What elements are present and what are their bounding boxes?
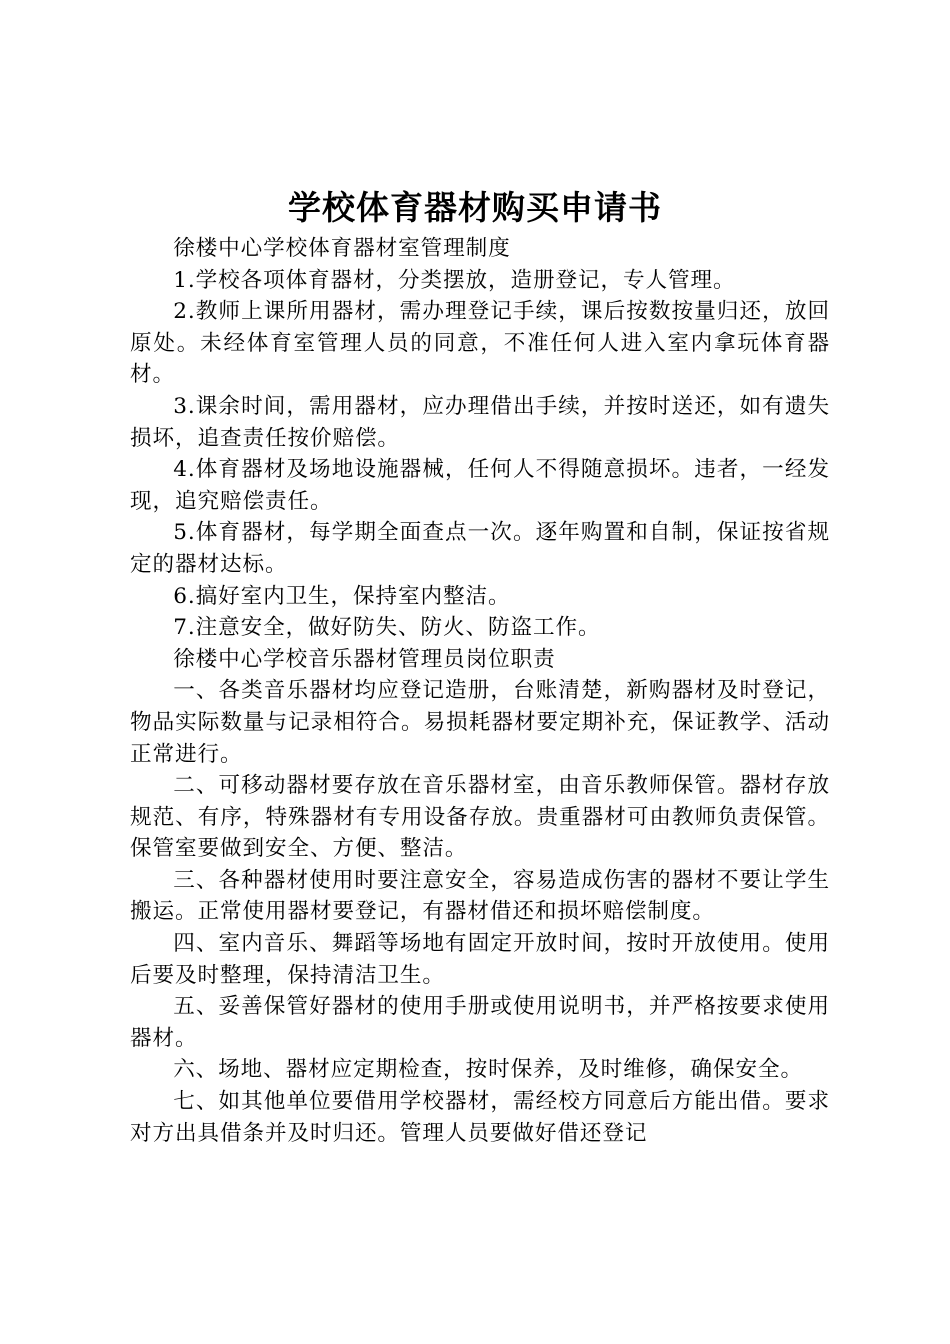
paragraph-rule-7: 7.注意安全，做好防失、防火、防盗工作。 [173,615,601,641]
paragraph-rule-2: 2.教师上课所用器材，需办理登记手续，课后按数按量归还，放回原处。未经体育室管理人员的同意，不准任何人进入室内拿玩体育器材。 [130,299,830,388]
paragraph-duty-1: 一、各类音乐器材均应登记造册，台账清楚，新购器材及时登记，物品实际数量与记录相符合。易损耗器材要定期补充，保证教学、活动正常进行。 [130,678,830,767]
paragraph-duty-7: 七、如其他单位要借用学校器材，需经校方同意后方能出借。要求对方出具借条并及时归还。管理人员要做好借还登记 [130,1089,830,1146]
paragraph-duty-3: 三、各种器材使用时要注意安全，容易造成伤害的器材不要让学生搬运。正常使用器材要登记，有器材借还和损坏赔偿制度。 [130,867,830,925]
paragraph-rule-5: 5.体育器材，每学期全面查点一次。逐年购置和自制，保证按省规定的器材达标。 [130,520,830,577]
paragraph-equipment-room-heading: 徐楼中心学校体育器材室管理制度 [173,236,511,261]
paragraph-duty-2: 二、可移动器材要存放在音乐器材室，由音乐教师保管。器材存放规范、有序，特殊器材有专用设备存放。贵重器材可由教师负责保管。保管室要做到安全、方便、整洁。 [130,773,830,862]
paragraph-rule-3: 3.课余时间，需用器材，应办理借出手续，并按时送还，如有遗失损坏，追查责任按价赔偿。 [130,393,830,451]
document-title: 学校体育器材购买申请书 [288,188,662,227]
paragraph-rule-1: 1.学校各项体育器材，分类摆放，造册登记，专人管理。 [173,267,736,293]
paragraph-duty-6: 六、场地、器材应定期检查，按时保养，及时维修，确保安全。 [173,1057,804,1083]
paragraph-rule-4: 4.体育器材及场地设施器械，任何人不得随意损坏。违者，一经发现，追究赔偿责任。 [130,457,830,514]
paragraph-duty-5: 五、妥善保管好器材的使用手册或使用说明书，并严格按要求使用器材。 [130,994,830,1051]
paragraph-music-duties-heading: 徐楼中心学校音乐器材管理员岗位职责 [173,646,556,672]
paragraph-duty-4: 四、室内音乐、舞蹈等场地有固定开放时间，按时开放使用。使用后要及时整理，保持清洁卫生。 [130,931,830,988]
paragraph-rule-6: 6.搞好室内卫生，保持室内整洁。 [173,583,511,609]
document-body [130,233,830,1149]
